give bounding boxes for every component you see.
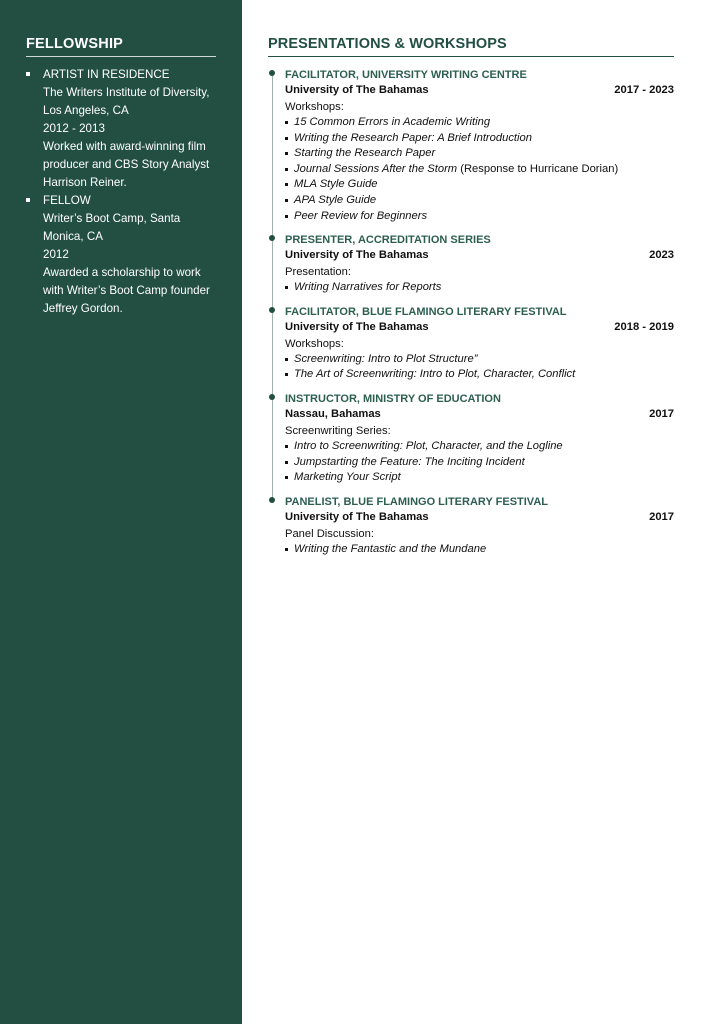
- fellowship-description: Awarded a scholarship to work with Writer’s Boot Camp founder Jeffrey Gordon.: [43, 266, 210, 315]
- timeline: [268, 68, 674, 566]
- entry-years: 2017: [649, 510, 674, 523]
- fellowship-heading: FELLOWSHIP: [26, 36, 216, 57]
- entry-org-row: [285, 247, 674, 263]
- entry-org-row: [285, 82, 674, 98]
- presentations-heading: PRESENTATIONS & WORKSHOPS: [268, 36, 674, 57]
- bullet-icon: [26, 198, 30, 202]
- bullet-icon: [285, 358, 288, 361]
- session-item: [285, 115, 674, 131]
- entry-years: 2017: [649, 407, 674, 420]
- bullet-icon: [285, 461, 288, 464]
- session-item: [285, 146, 674, 162]
- session-title: Writing the Research Paper: A Brief Introduction: [294, 131, 532, 144]
- presentation-entry: [268, 495, 674, 558]
- presentation-entry: [268, 68, 674, 224]
- session-title: Jumpstarting the Feature: The Inciting Incident: [294, 455, 525, 468]
- fellowship-org: Writer’s Boot Camp, Santa Monica, CA: [43, 212, 181, 243]
- session-title: Intro to Screenwriting: Plot, Character, and the Logline: [294, 439, 563, 452]
- session-title: Writing the Fantastic and the Mundane: [294, 542, 487, 555]
- session-title: MLA Style Guide: [294, 178, 378, 191]
- entry-organization: University of The Bahamas: [285, 84, 429, 96]
- fellowship-entry: [26, 192, 222, 318]
- entry-organization: University of The Bahamas: [285, 510, 429, 523]
- entry-role: PANELIST, BLUE FLAMINGO LITERARY FESTIVAL: [285, 495, 548, 508]
- entry-years: 2023: [649, 249, 674, 262]
- session-list: [285, 542, 674, 558]
- sidebar: [0, 0, 242, 1024]
- bullet-icon: [285, 215, 288, 218]
- session-item: [285, 455, 674, 471]
- session-title: Journal Sessions After the Storm: [294, 162, 458, 175]
- entry-organization: University of The Bahamas: [285, 320, 429, 333]
- bullet-icon: [285, 548, 288, 551]
- session-item: [285, 439, 674, 455]
- session-item: [285, 352, 674, 368]
- session-item: [285, 470, 674, 486]
- fellowship-entry: [26, 66, 222, 192]
- timeline-dot-icon: [269, 497, 275, 503]
- fellowship-list: [26, 66, 222, 318]
- presentation-entry: [268, 305, 674, 383]
- session-title: Screenwriting: Intro to Plot Structure”: [294, 352, 478, 365]
- entry-role: FACILITATOR, BLUE FLAMINGO LITERARY FESTIVAL: [285, 305, 567, 318]
- fellowship-org: The Writers Institute of Diversity, Los Angeles, CA: [43, 86, 210, 117]
- session-title: 15 Common Errors in Academic Writing: [294, 116, 491, 128]
- session-item: [285, 367, 674, 383]
- bullet-icon: [285, 476, 288, 479]
- entry-role: INSTRUCTOR, MINISTRY OF EDUCATION: [285, 392, 501, 405]
- session-list: [285, 352, 674, 383]
- session-title: Marketing Your Script: [294, 471, 401, 484]
- fellowship-description: Worked with award-winning film producer and CBS Story Analyst Harrison Reiner.: [43, 140, 210, 189]
- entry-organization: University of The Bahamas: [285, 249, 429, 262]
- bullet-icon: [285, 168, 288, 171]
- bullet-icon: [285, 445, 288, 448]
- entry-type: Workshops:: [285, 101, 344, 113]
- entry-org-row: [285, 406, 674, 422]
- session-note: (Response to Hurricane Dorian): [457, 162, 619, 175]
- session-item: [285, 162, 674, 178]
- timeline-dot-icon: [269, 70, 275, 76]
- bullet-icon: [285, 286, 288, 289]
- entry-role: PRESENTER, ACCREDITATION SERIES: [285, 234, 491, 247]
- session-item: [285, 177, 674, 193]
- session-title: APA Style Guide: [294, 193, 377, 206]
- entry-role: FACILITATOR, UNIVERSITY WRITING CENTRE: [285, 69, 527, 81]
- session-item: [285, 209, 674, 225]
- entry-organization: Nassau, Bahamas: [285, 407, 381, 420]
- session-title: Writing Narratives for Reports: [294, 281, 442, 294]
- session-title: The Art of Screenwriting: Intro to Plot, Character, Conflict: [294, 368, 576, 381]
- fellowship-title: FELLOW: [43, 194, 91, 207]
- session-title: Peer Review for Beginners: [294, 209, 428, 222]
- session-list: [285, 439, 674, 486]
- timeline-dot-icon: [269, 307, 275, 313]
- presentation-entry: [268, 392, 674, 486]
- session-item: [285, 131, 674, 147]
- session-item: [285, 542, 674, 558]
- fellowship-title: ARTIST IN RESIDENCE: [43, 68, 170, 81]
- bullet-icon: [285, 152, 288, 155]
- presentation-entry: [268, 233, 674, 296]
- bullet-icon: [26, 72, 30, 76]
- timeline-dot-icon: [269, 394, 275, 400]
- entry-org-row: [285, 319, 674, 335]
- session-item: [285, 280, 674, 296]
- entry-type: Workshops:: [285, 337, 344, 350]
- timeline-dot-icon: [269, 235, 275, 241]
- entry-type: Screenwriting Series:: [285, 424, 391, 437]
- fellowship-years: 2012: [43, 248, 69, 261]
- entry-org-row: [285, 509, 674, 525]
- bullet-icon: [285, 121, 288, 124]
- entry-type: Panel Discussion:: [285, 527, 374, 540]
- session-list: [285, 280, 674, 296]
- session-list: [285, 115, 674, 224]
- bullet-icon: [285, 137, 288, 140]
- entry-years: 2018 - 2019: [614, 320, 674, 333]
- session-title: Starting the Research Paper: [294, 147, 436, 160]
- bullet-icon: [285, 199, 288, 202]
- fellowship-years: 2012 - 2013: [43, 122, 105, 135]
- entry-type: Presentation:: [285, 266, 351, 279]
- bullet-icon: [285, 373, 288, 376]
- session-item: [285, 193, 674, 209]
- bullet-icon: [285, 183, 288, 186]
- entry-years: 2017 - 2023: [614, 84, 674, 96]
